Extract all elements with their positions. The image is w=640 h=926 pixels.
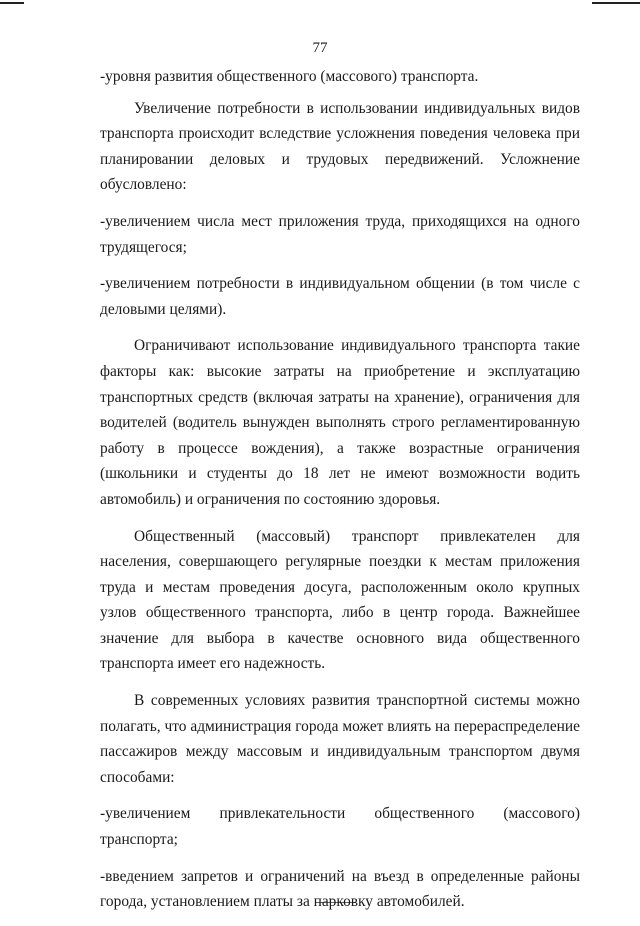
scan-edge-mark-top-left <box>0 2 24 4</box>
paragraph: Ограничивают использование индивидуального транспорта такие факторы как: высокие затраты на приобретение и эксплуатацию транспортных средств (включая затраты на хранение), ограничения для водителей (водитель вынужден выполнять строго регламентированную работу в процессе вождения), а также возрастные ограничения (школьники и студенты до 18 лет не имеют возможности водить автомобиль) и ограничения по состоянию здоровья. <box>100 337 580 508</box>
paragraph-list-item: -увеличением числа мест приложения труда, приходящихся на одного трудящегося; <box>100 212 580 256</box>
page-number: 77 <box>312 40 328 56</box>
paragraph-list-item: -введением запретов и ограничений на въезд в определенные районы города, установлением платы за парковку автомобилей. <box>100 867 580 911</box>
scan-edge-mark-top-right <box>592 2 640 4</box>
paragraph: В современных условиях развития транспортной системы можно полагать, что администрация города может влиять на перераспределение пассажиров между массовым и индивидуальным транспортом двумя способами: <box>100 692 580 786</box>
paragraph: Общественный (массовый) транспорт привлекателен для населения, совершающего регулярные поездки к местам приложения труда и местам проведения досуга, расположенным около крупных узлов общественного транспорта, либо в центр города. Важнейшее значение для выбора в качестве основного вида общественного транспорта имеет его надежность. <box>100 527 580 673</box>
document-text <box>100 64 580 926</box>
paragraph-list-item: -увеличением привлекательности общественного (массового) транспорта; <box>100 805 580 849</box>
paragraph-list-item: -увеличением потребности в индивидуальном общении (в том числе с деловыми целями). <box>100 275 580 318</box>
paragraph: Увеличение потребности в использовании индивидуальных видов транспорта происходит вследствие усложнения поведения человека при планировании деловых и трудовых передвижений. Усложнение обусловлено: <box>100 99 580 194</box>
paragraph-list-item: -уровня развития общественного (массового) транспорта. <box>100 68 479 85</box>
